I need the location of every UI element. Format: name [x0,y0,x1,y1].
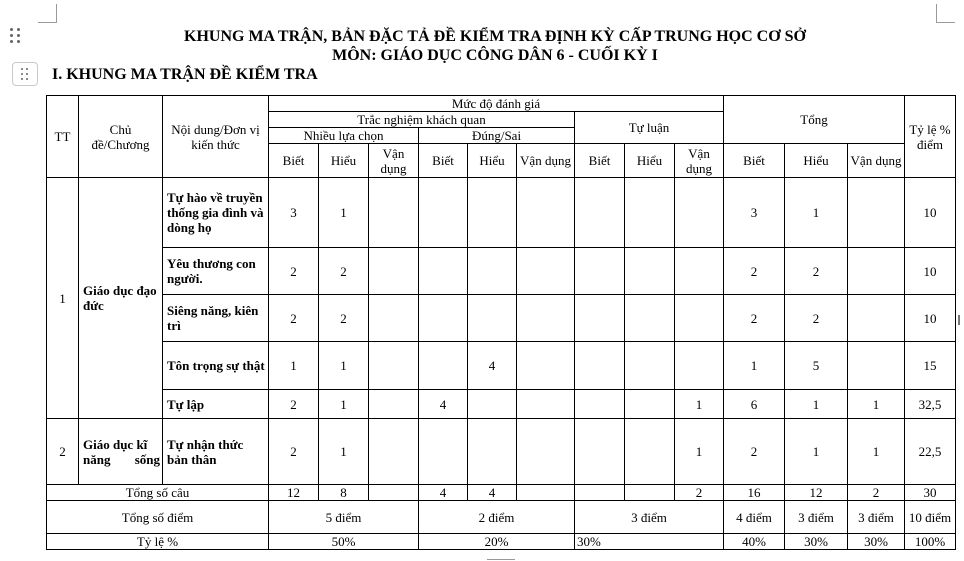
cell [517,419,575,485]
cell: 3 điểm [848,501,905,534]
cell [848,342,905,390]
crop-mark-top-left [38,4,57,23]
cell [369,485,419,501]
cell [625,390,675,419]
header-tracnghiem: Trắc nghiệm khách quan [269,112,575,128]
cell: 16 [724,485,785,501]
header-noidung: Nội dung/Đơn vị kiến thức [163,96,269,178]
table-row [47,342,956,390]
section-heading: I. KHUNG MA TRẬN ĐỀ KIỂM TRA [52,66,318,83]
header-row-1 [47,96,956,112]
row-noidung: Tôn trọng sự thật [163,342,269,390]
tyle-mcq: 50% [269,534,419,550]
doc-title-line1: KHUNG MA TRẬN, BẢN ĐẶC TẢ ĐỀ KIỂM TRA ĐỊNH KỲ CẤP TRUNG HỌC CƠ SỞ [184,28,806,45]
cell: 3 điểm [785,501,848,534]
header-vandung: Vận dụng [848,144,905,178]
matrix-table [46,95,956,550]
cell [575,390,625,419]
cell: 22,5 [905,419,956,485]
header-biet: Biết [269,144,319,178]
sodiem-dungsai: 2 điểm [419,501,575,534]
cell [575,248,625,295]
cell: 2 [269,419,319,485]
header-biet: Biết [419,144,468,178]
cell [419,178,468,248]
cell [468,248,517,295]
cell: 2 [675,485,724,501]
cell: 4 [419,485,468,501]
cell [419,419,468,485]
cell [369,295,419,342]
cell [575,419,625,485]
cell [575,178,625,248]
tyle-tuluan: 30% [575,534,724,550]
cell [369,178,419,248]
header-vandung: Vận dụng [675,144,724,178]
cell: 2 [724,419,785,485]
cell: 1 [785,178,848,248]
cell: 1 [319,342,369,390]
cell [848,178,905,248]
cell: 10 [905,178,956,248]
group-tt: 2 [47,419,79,485]
doc-title-line2: MÔN: GIÁO DỤC CÔNG DÂN 6 - CUỐI KỲ I [332,47,658,64]
cell: 2 [724,248,785,295]
cell: 2 [785,248,848,295]
cell: 4 điểm [724,501,785,534]
header-hieu: Hiểu [785,144,848,178]
header-hieu: Hiểu [468,144,517,178]
cell [517,295,575,342]
cell [625,178,675,248]
cell: 1 [848,419,905,485]
cell: 3 [724,178,785,248]
cell: 4 [419,390,468,419]
cell: 3 [269,178,319,248]
cell [419,248,468,295]
cell [517,485,575,501]
header-dungsai: Đúng/Sai [419,128,575,144]
cell [575,485,625,501]
cell: 10 điểm [905,501,956,534]
row-noidung: Siêng năng, kiên trì [163,295,269,342]
header-biet: Biết [724,144,785,178]
cell: 100% [905,534,956,550]
cell: 2 [848,485,905,501]
cell: 32,5 [905,390,956,419]
cell [517,178,575,248]
cell [848,248,905,295]
cell [468,390,517,419]
header-hieu: Hiểu [319,144,369,178]
cell: 40% [724,534,785,550]
cell: 30 [905,485,956,501]
table-row [47,390,956,419]
cell: 12 [269,485,319,501]
cell: 30% [785,534,848,550]
cell [369,342,419,390]
cell: 1 [319,419,369,485]
header-tyle: Tỷ lệ % điểm [905,96,956,178]
table-row [47,419,956,485]
cell: 1 [724,342,785,390]
header-chuong: Chủ đề/Chương [79,96,163,178]
cell [625,342,675,390]
table-row [47,295,956,342]
cell: 1 [319,178,369,248]
cell [625,295,675,342]
page-break-marker [487,559,515,560]
header-nhieulua: Nhiều lựa chọn [269,128,419,144]
cell: 4 [468,485,517,501]
sodiem-mcq: 5 điểm [269,501,419,534]
cell [675,295,724,342]
cell [468,178,517,248]
crop-mark-top-right [936,4,955,23]
cell: 1 [675,419,724,485]
row-noidung: Tự nhận thức bản thân [163,419,269,485]
scroll-indicator[interactable] [958,315,960,325]
header-biet: Biết [575,144,625,178]
row-noidung: Tự hào về truyền thống gia đình và dòng họ [163,178,269,248]
totals-sodiem-row [47,501,956,534]
cell: 10 [905,295,956,342]
cell [848,295,905,342]
totals-tyle-row [47,534,956,550]
cell: 2 [785,295,848,342]
cell: 1 [785,419,848,485]
header-vandung: Vận dụng [369,144,419,178]
row-noidung: Tự lập [163,390,269,419]
cell: 2 [269,295,319,342]
cell: 12 [785,485,848,501]
header-vandung: Vận dụng [517,144,575,178]
cell [517,342,575,390]
cell [369,390,419,419]
cell: 2 [724,295,785,342]
cell [675,248,724,295]
cell: 15 [905,342,956,390]
cell: 8 [319,485,369,501]
header-tong: Tổng [724,96,905,144]
cell [625,419,675,485]
cell: 1 [675,390,724,419]
tyle-dungsai: 20% [419,534,575,550]
header-tuluan: Tự luận [575,112,724,144]
cell [517,248,575,295]
cell: 30% [848,534,905,550]
cell: 1 [785,390,848,419]
cell [369,248,419,295]
block-handle-icon[interactable] [12,62,38,86]
cell [517,390,575,419]
table-row [47,248,956,295]
sodiem-tuluan: 3 điểm [575,501,724,534]
group-chuong: Giáo dục kĩ năng sống [79,419,163,485]
table-row [47,178,956,248]
cell: 2 [269,390,319,419]
cell [625,485,675,501]
cell [675,342,724,390]
cell [419,342,468,390]
header-tt: TT [47,96,79,178]
cell: 2 [319,248,369,295]
totals-socau-row [47,485,956,501]
cell: 1 [848,390,905,419]
group-chuong: Giáo dục đạo đức [79,178,163,419]
cell: 5 [785,342,848,390]
totals-sodiem-label: Tổng số điểm [47,501,269,534]
totals-tyle-label: Tỷ lệ % [47,534,269,550]
header-hieu: Hiểu [625,144,675,178]
cell [625,248,675,295]
totals-socau-label: Tổng số câu [47,485,269,501]
cell: 10 [905,248,956,295]
cell [468,295,517,342]
cell [419,295,468,342]
cell: 1 [269,342,319,390]
cell: 2 [269,248,319,295]
cell [675,178,724,248]
cell: 4 [468,342,517,390]
group-tt: 1 [47,178,79,419]
cell: 2 [319,295,369,342]
cell [575,342,625,390]
cell [369,419,419,485]
cell [468,419,517,485]
cell: 6 [724,390,785,419]
row-noidung: Yêu thương con người. [163,248,269,295]
cell [575,295,625,342]
cell: 1 [319,390,369,419]
header-mucdo: Mức độ đánh giá [269,96,724,112]
